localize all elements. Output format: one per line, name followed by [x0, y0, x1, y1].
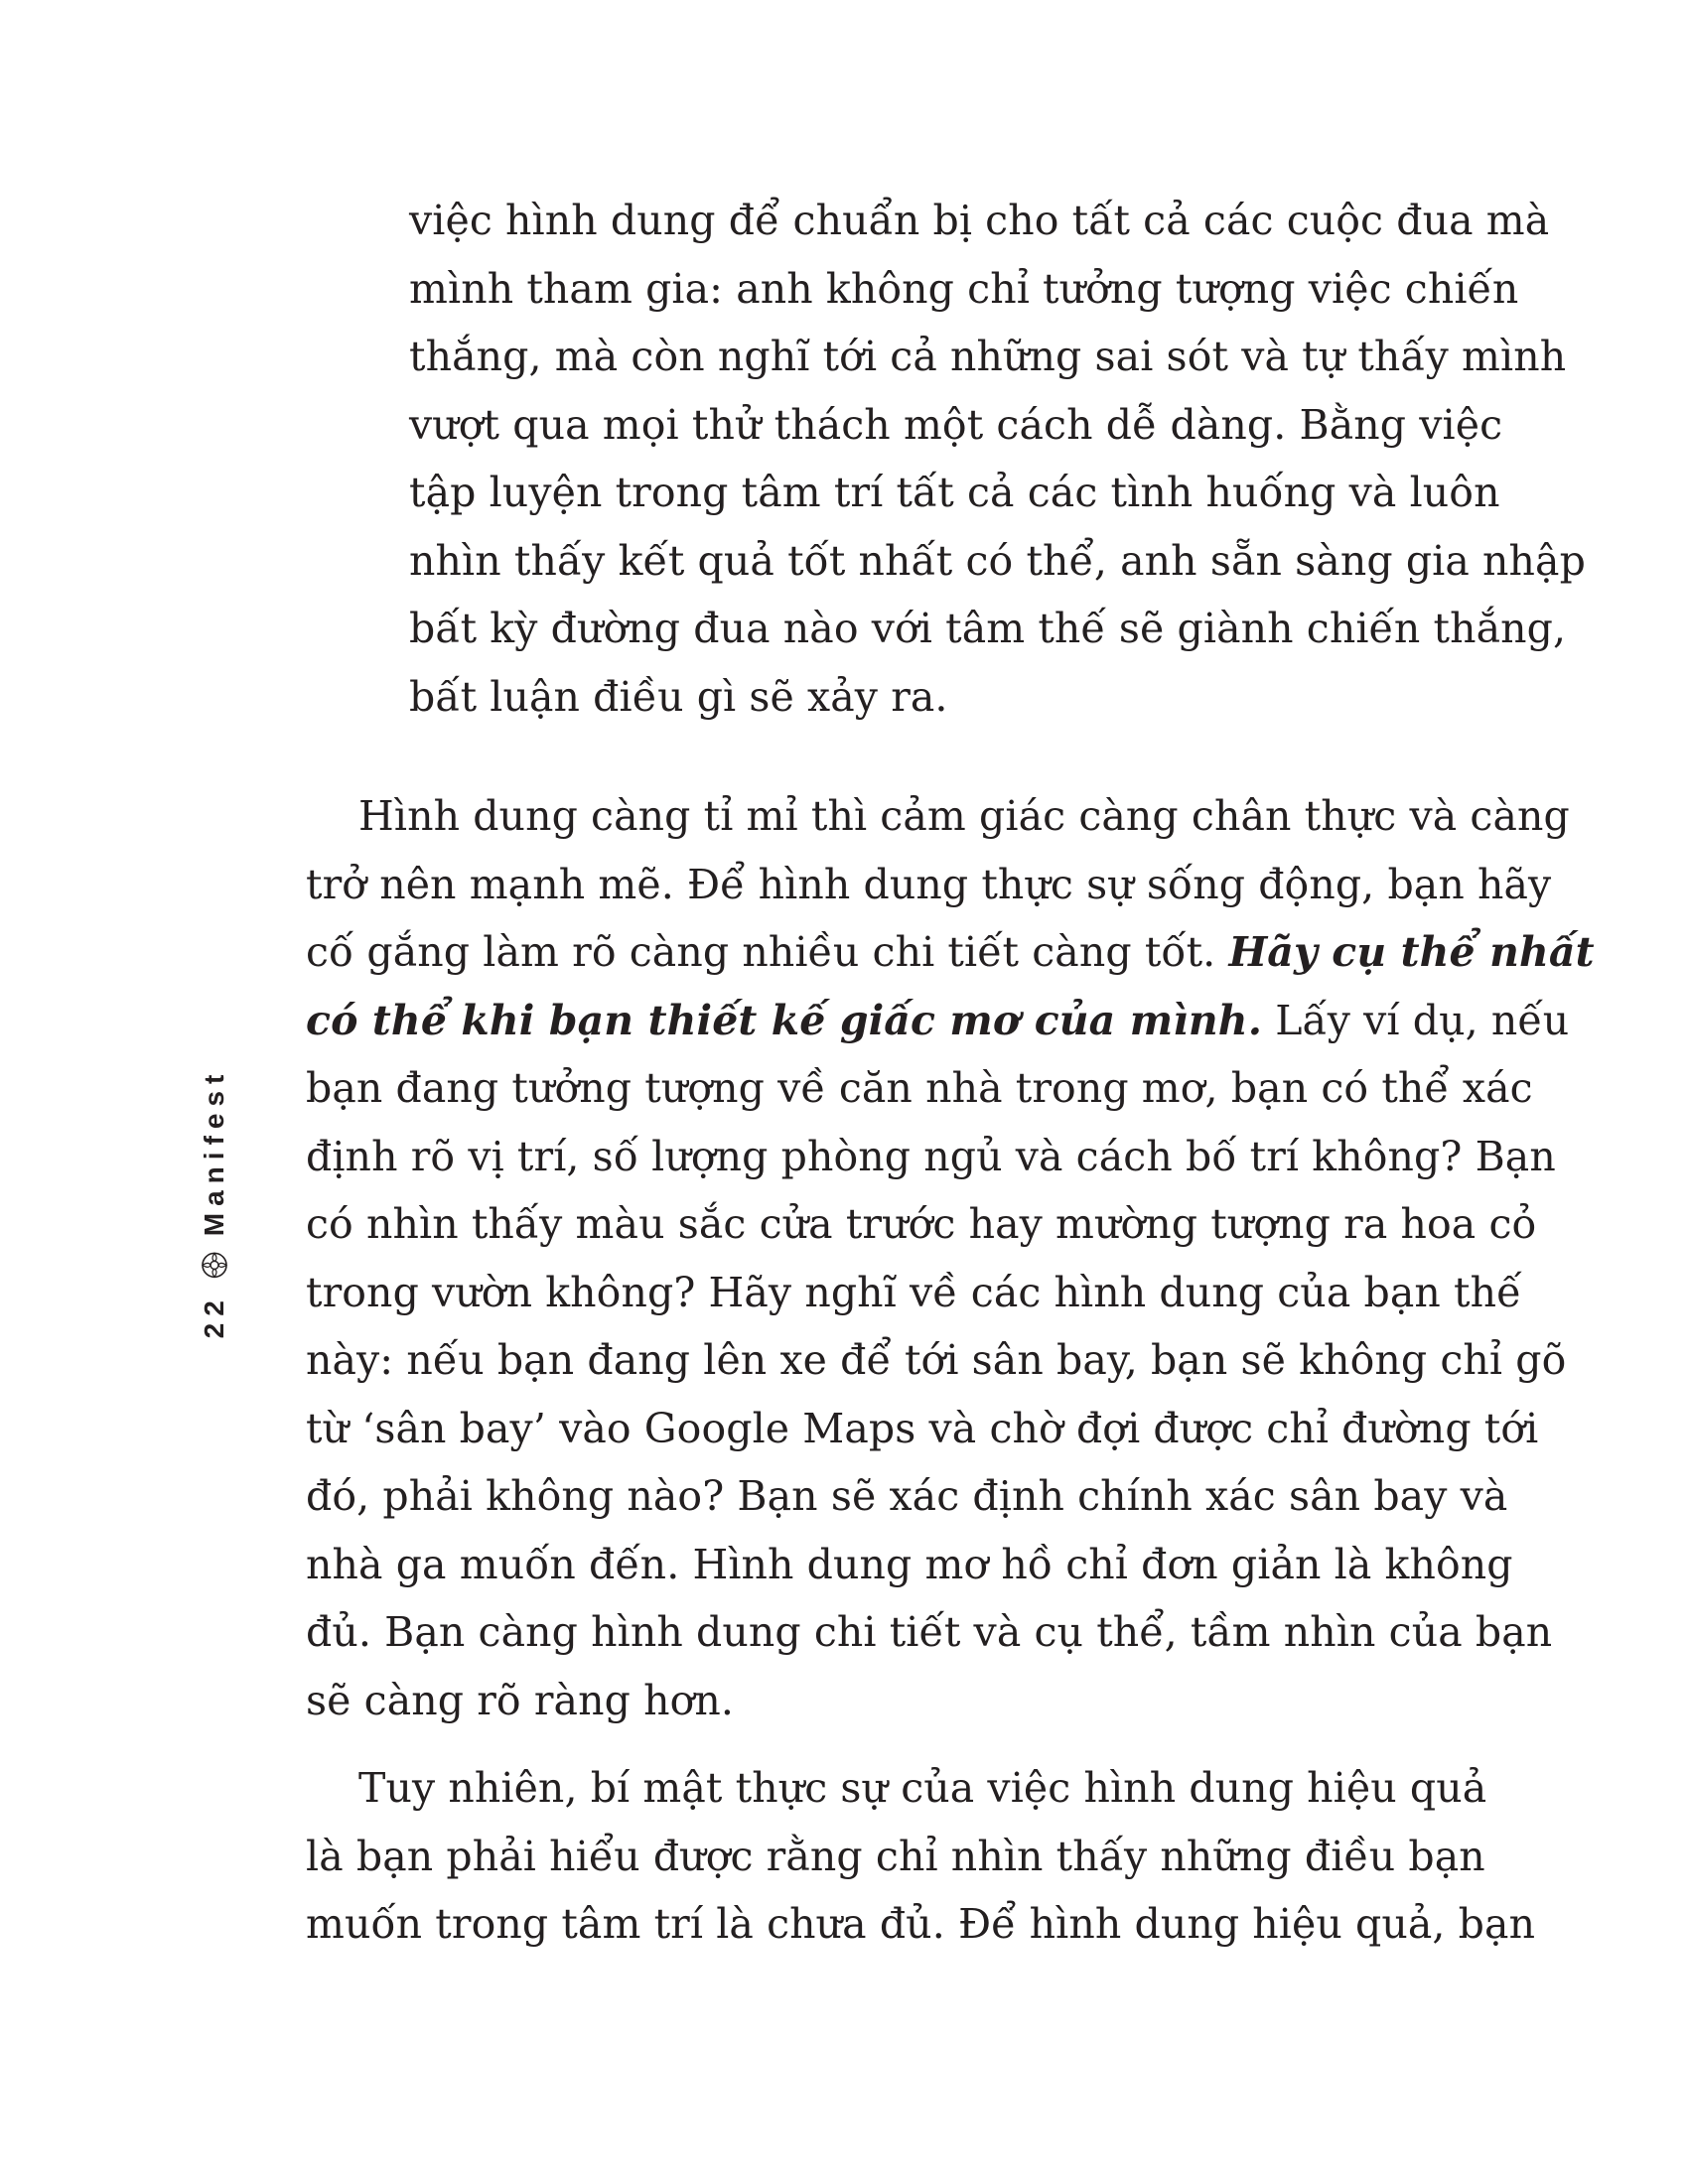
- text-segment: Lấy ví dụ, nếu: [1275, 996, 1570, 1044]
- text-line: muốn trong tâm trí là chưa đủ. Để hình dung hiệu quả, bạn: [306, 1900, 1536, 1948]
- running-head: [199, 1068, 230, 1339]
- text-line: đó, phải không nào? Bạn sẽ xác định chính xác sân bay và: [306, 1472, 1508, 1520]
- text-line: Tuy nhiên, bí mật thực sự của việc hình dung hiệu quả: [358, 1764, 1487, 1812]
- text-line: đủ. Bạn càng hình dung chi tiết và cụ thể, tầm nhìn của bạn: [306, 1608, 1553, 1656]
- body-text: [306, 782, 1595, 1959]
- text-line: trong vườn không? Hãy nghĩ về các hình dung của bạn thế: [306, 1268, 1522, 1316]
- text-line: thắng, mà còn nghĩ tới cả những sai sót và tự thấy mình: [409, 333, 1567, 380]
- text-line: bất kỳ đường đua nào với tâm thế sẽ giành chiến thắng,: [409, 605, 1567, 652]
- text-line: định rõ vị trí, số lượng phòng ngủ và cách bố trí không? Bạn: [306, 1132, 1556, 1180]
- text-segment: cố gắng làm rõ càng nhiều chi tiết càng tốt.: [306, 928, 1216, 976]
- emphasis-text: có thể khi bạn thiết kế giấc mơ của mình.: [306, 996, 1263, 1044]
- quote-block: [409, 187, 1586, 731]
- text-line: có nhìn thấy màu sắc cửa trước hay mường tượng ra hoa cỏ: [306, 1200, 1537, 1248]
- text-line: từ ‘sân bay’ vào Google Maps và chờ đợi được chỉ đường tới: [306, 1404, 1539, 1452]
- text-line: là bạn phải hiểu được rằng chỉ nhìn thấy những điều bạn: [306, 1832, 1485, 1880]
- text-line: nhà ga muốn đến. Hình dung mơ hồ chỉ đơn giản là không: [306, 1540, 1513, 1588]
- text-line-with-emphasis: [306, 987, 1570, 1055]
- paragraph-gap: [306, 1734, 1396, 1754]
- text-line: bất luận điều gì sẽ xảy ra.: [409, 672, 948, 721]
- text-line-with-emphasis: [306, 918, 1595, 987]
- text-line: mình tham gia: anh không chỉ tưởng tượng việc chiến: [409, 264, 1519, 313]
- book-title: Manifest: [199, 1067, 229, 1237]
- text-line: việc hình dung để chuẩn bị cho tất cả các cuộc đua mà: [409, 197, 1550, 244]
- text-line: sẽ càng rõ ràng hơn.: [306, 1676, 734, 1724]
- page-number: 22: [199, 1294, 229, 1339]
- emphasis-text: Hãy cụ thể nhất: [1228, 928, 1595, 976]
- text-line: trở nên mạnh mẽ. Để hình dung thực sự sống động, bạn hãy: [306, 860, 1552, 908]
- text-line: Hình dung càng tỉ mỉ thì cảm giác càng chân thực và càng: [358, 792, 1570, 840]
- text-line: bạn đang tưởng tượng về căn nhà trong mơ, bạn có thể xác: [306, 1064, 1533, 1112]
- paragraph: [306, 1754, 1536, 1959]
- text-line: vượt qua mọi thử thách một cách dễ dàng. Bằng việc: [409, 400, 1503, 449]
- text-line: tập luyện trong tâm trí tất cả các tình huống và luôn: [409, 469, 1500, 516]
- flower-icon: [200, 1250, 229, 1280]
- text-line: này: nếu bạn đang lên xe để tới sân bay, bạn sẽ không chỉ gõ: [306, 1336, 1567, 1384]
- text-line: nhìn thấy kết quả tốt nhất có thể, anh sẵn sàng gia nhập: [409, 536, 1586, 585]
- paragraph: [306, 782, 1595, 1734]
